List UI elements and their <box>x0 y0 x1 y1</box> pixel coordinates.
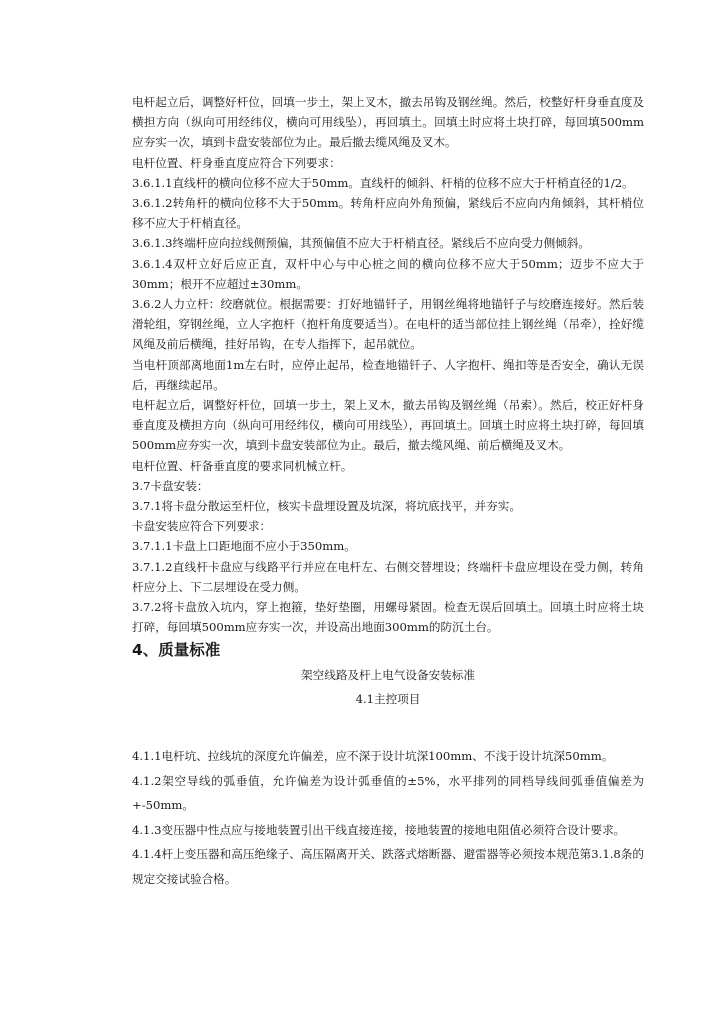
paragraph: 4.1.3变压器中性点应与接地装置引出干线直接连接，接地装置的接地电阻值必须符合设计要求。 <box>132 822 626 837</box>
paragraph: 电杆起立后，调整好杆位，回填一步土，架上叉木，撤去吊钩及钢丝绳（吊索）。然后，校正好杆身垂直度及横担方向（纵向可用经纬仪，横向可用线坠），再回填土。回填土时应将土块打碎，每回填500mm应夯实一次，填到卡盘安装部位为止。最后，撤去缆风绳、前后横绳及叉木。 <box>132 398 644 453</box>
paragraph: 3.6.2人力立杆：绞磨就位。根据需要：打好地锚钎子，用钢丝绳将地锚钎子与绞磨连接好。然后装滑轮组，穿钢丝绳，立人字抱杆（抱杆角度要适当）。在电杆的适当部位挂上钢丝绳（吊牵），拴好缆风绳及前后横绳，挂好吊钩，在专人指挥下，起吊就位。 <box>132 297 644 352</box>
paragraph: 电杆位置、杆备垂直度的要求同机械立杆。 <box>132 458 353 473</box>
section-heading: 4、质量标准 <box>132 641 221 660</box>
body-text-top <box>132 92 644 713</box>
paragraph: 3.7.1.1卡盘上口距地面不应小于350mm。 <box>132 539 356 554</box>
sub-title: 架空线路及杆上电气设备安装标准 <box>301 668 475 683</box>
paragraph: 4.1.4杆上变压器和高压绝缘子、高压隔离开关、跌落式熔断器、避雷器等必须按本规范第3.1.8条的规定交接试验合格。 <box>132 847 644 886</box>
paragraph: 4.1.2架空导线的弧垂值，允许偏差为设计弧垂值的±5%，水平排列的同档导线间弧垂值偏差为+-50mm。 <box>132 773 644 812</box>
paragraph: 3.6.1.4双杆立好后应正直，双杆中心与中心桩之间的横向位移不应大于50mm；迈步不应大于30mm；根开不应超过±30mm。 <box>132 256 644 291</box>
sub-sub-title: 4.1主控项目 <box>355 692 421 707</box>
paragraph: 电杆位置、杆身垂直度应符合下列要求： <box>132 155 341 170</box>
body-text-bottom <box>132 744 644 891</box>
paragraph: 3.7卡盘安装： <box>132 478 209 493</box>
paragraph: 3.6.1.2转角杆的横向位移不大于50mm。转角杆应向外角预偏，紧线后不应向内角倾斜，其杆梢位移不应大于杆梢直径。 <box>132 196 644 231</box>
paragraph: 3.6.1.3终端杆应向拉线侧预偏，其预偏值不应大于杆梢直径。紧线后不应向受力侧倾斜。 <box>132 236 590 251</box>
paragraph: 电杆起立后，调整好杆位，回填一步土，架上叉木，撤去吊钩及钢丝绳。然后，校整好杆身垂直度及横担方向（纵向可用经纬仪，横向可用线坠），再回填土。回填土时应将土块打碎，每回填500mm应夯实一次，填到卡盘安装部位为止。最后撤去缆风绳及叉木。 <box>132 95 644 150</box>
paragraph: 3.7.1.2直线杆卡盘应与线路平行并应在电杆左、右侧交替埋设；终端杆卡盘应埋设在受力侧，转角杆应分上、下二层埋设在受力侧。 <box>132 559 644 594</box>
paragraph: 3.7.2将卡盘放入坑内，穿上抱箍，垫好垫圈，用螺母紧固。检查无误后回填土。回填土时应将土块打碎，每回填500mm应夯实一次，并设高出地面300mm的防沉土台。 <box>132 600 644 635</box>
paragraph: 当电杆顶部离地面1m左右时，应停止起吊，检查地锚钎子、人字抱杆、绳扣等是否安全，确认无误后，再继续起吊。 <box>132 357 644 392</box>
paragraph: 卡盘安装应符合下列要求： <box>132 519 272 534</box>
paragraph: 3.6.1.1直线杆的横向位移不应大于50mm。直线杆的倾斜、杆梢的位移不应大于杆梢直径的1/2。 <box>132 175 634 190</box>
paragraph: 4.1.1电杆坑、拉线坑的深度允许偏差，应不深于设计坑深100mm、不浅于设计坑深50mm。 <box>132 749 614 763</box>
paragraph: 3.7.1将卡盘分散运至杆位，核实卡盘埋设置及坑深，将坑底找平，并夯实。 <box>132 499 521 514</box>
